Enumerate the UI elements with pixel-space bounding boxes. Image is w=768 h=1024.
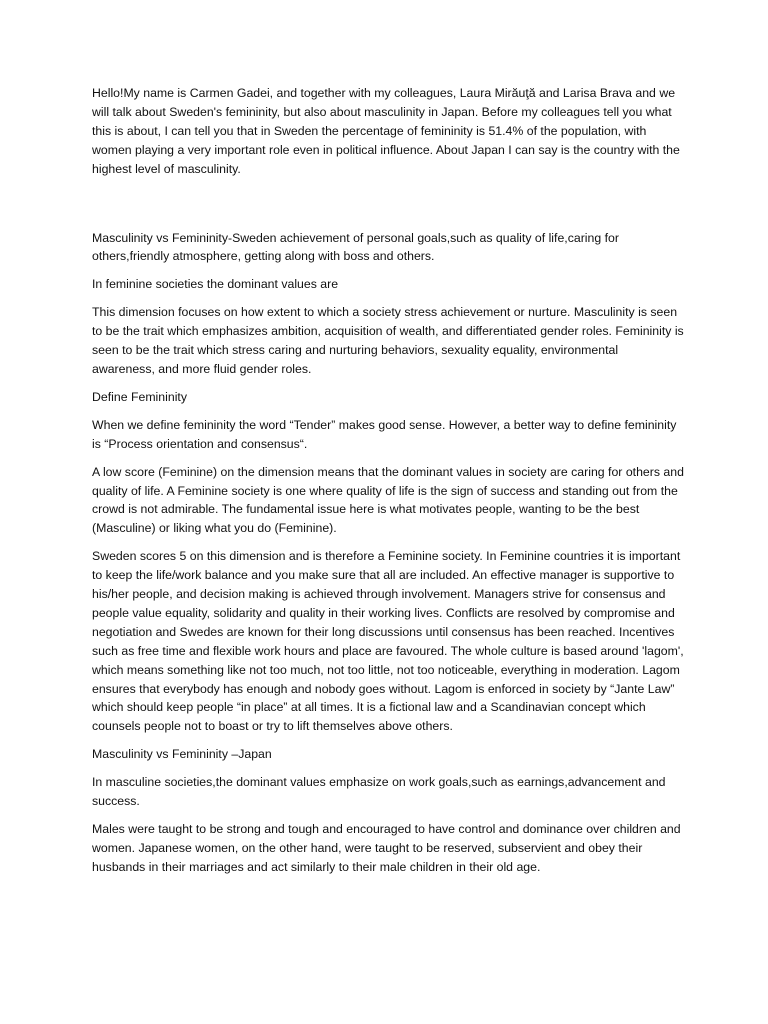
sweden-heading-paragraph: Masculinity vs Femininity-Sweden achievement of personal goals,such as quality of life,caring for others,friendly atmosphere, getting along with boss and others. (92, 230, 619, 264)
define-femininity-heading: Define Femininity (92, 389, 187, 404)
japan-heading: Masculinity vs Femininity –Japan (92, 747, 272, 762)
feminine-values-line: In feminine societies the dominant values are (92, 277, 339, 292)
males-paragraph: Males were taught to be strong and tough and encouraged to have control and dominance over children and women. Japanese women, on the other hand, were taught to be reserved, subservient and obey their husbands in their marriages and act similarly to their male children in their old age. (92, 822, 681, 874)
low-score-paragraph: A low score (Feminine) on the dimension means that the dominant values in society are caring for others and quality of life. A Feminine society is one where quality of life is the sign of success and standing out from the crowd is not admirable. The fundamental issue here is what motivates people, wanting to be the best (Masculine) or liking what you do (Feminine). (92, 464, 684, 536)
intro-paragraph: Hello!My name is Carmen Gadei, and together with my colleagues, Laura Mirăuţă and Larisa Brava and we will talk about Sweden's femininity, but also about masculinity in Japan. Before my colleagues tell you what this is about, I can tell you that in Sweden the percentage of femininity is 51.4% of the population, with women playing a very important role even in political influence. About Japan I can say is the country with the highest level of masculinity. (92, 86, 680, 176)
tender-paragraph: When we define femininity the word “Tender” makes good sense. However, a better way to define femininity is “Process orientation and consensus“. (92, 417, 677, 451)
document-page (92, 84, 684, 886)
sweden-scores-paragraph: Sweden scores 5 on this dimension and is therefore a Feminine society. In Feminine countries it is important to keep the life/work balance and you make sure that all are included. An effective manager is supportive to his/her people, and decision making is achieved through involvement. Managers strive for consensus and people value equality, solidarity and quality in their working lives. Conflicts are resolved by compromise and negotiation and Swedes are known for their long discussions until consensus has been reached. Incentives such as free time and flexible work hours and place are favoured. The whole culture is based around 'lagom', which means something like not too much, not too little, not too noticeable, everything in moderation. Lagom ensures that everybody has enough and nobody goes without. Lagom is enforced in society by “Jante Law” which should keep people “in place” at all times. It is a fictional law and a Scandinavian concept which counsels people not to boast or try to lift themselves above others. (92, 549, 684, 734)
dimension-paragraph: This dimension focuses on how extent to which a society stress achievement or nurture. Masculinity is seen to be the trait which emphasizes ambition, acquisition of wealth, and differentiated gender roles. Femininity is seen to be the trait which stress caring and nurturing behaviors, sexuality equality, environmental awareness, and more fluid gender roles. (92, 305, 684, 376)
masculine-values-paragraph: In masculine societies,the dominant values emphasize on work goals,such as earnings,advancement and success. (92, 775, 666, 809)
